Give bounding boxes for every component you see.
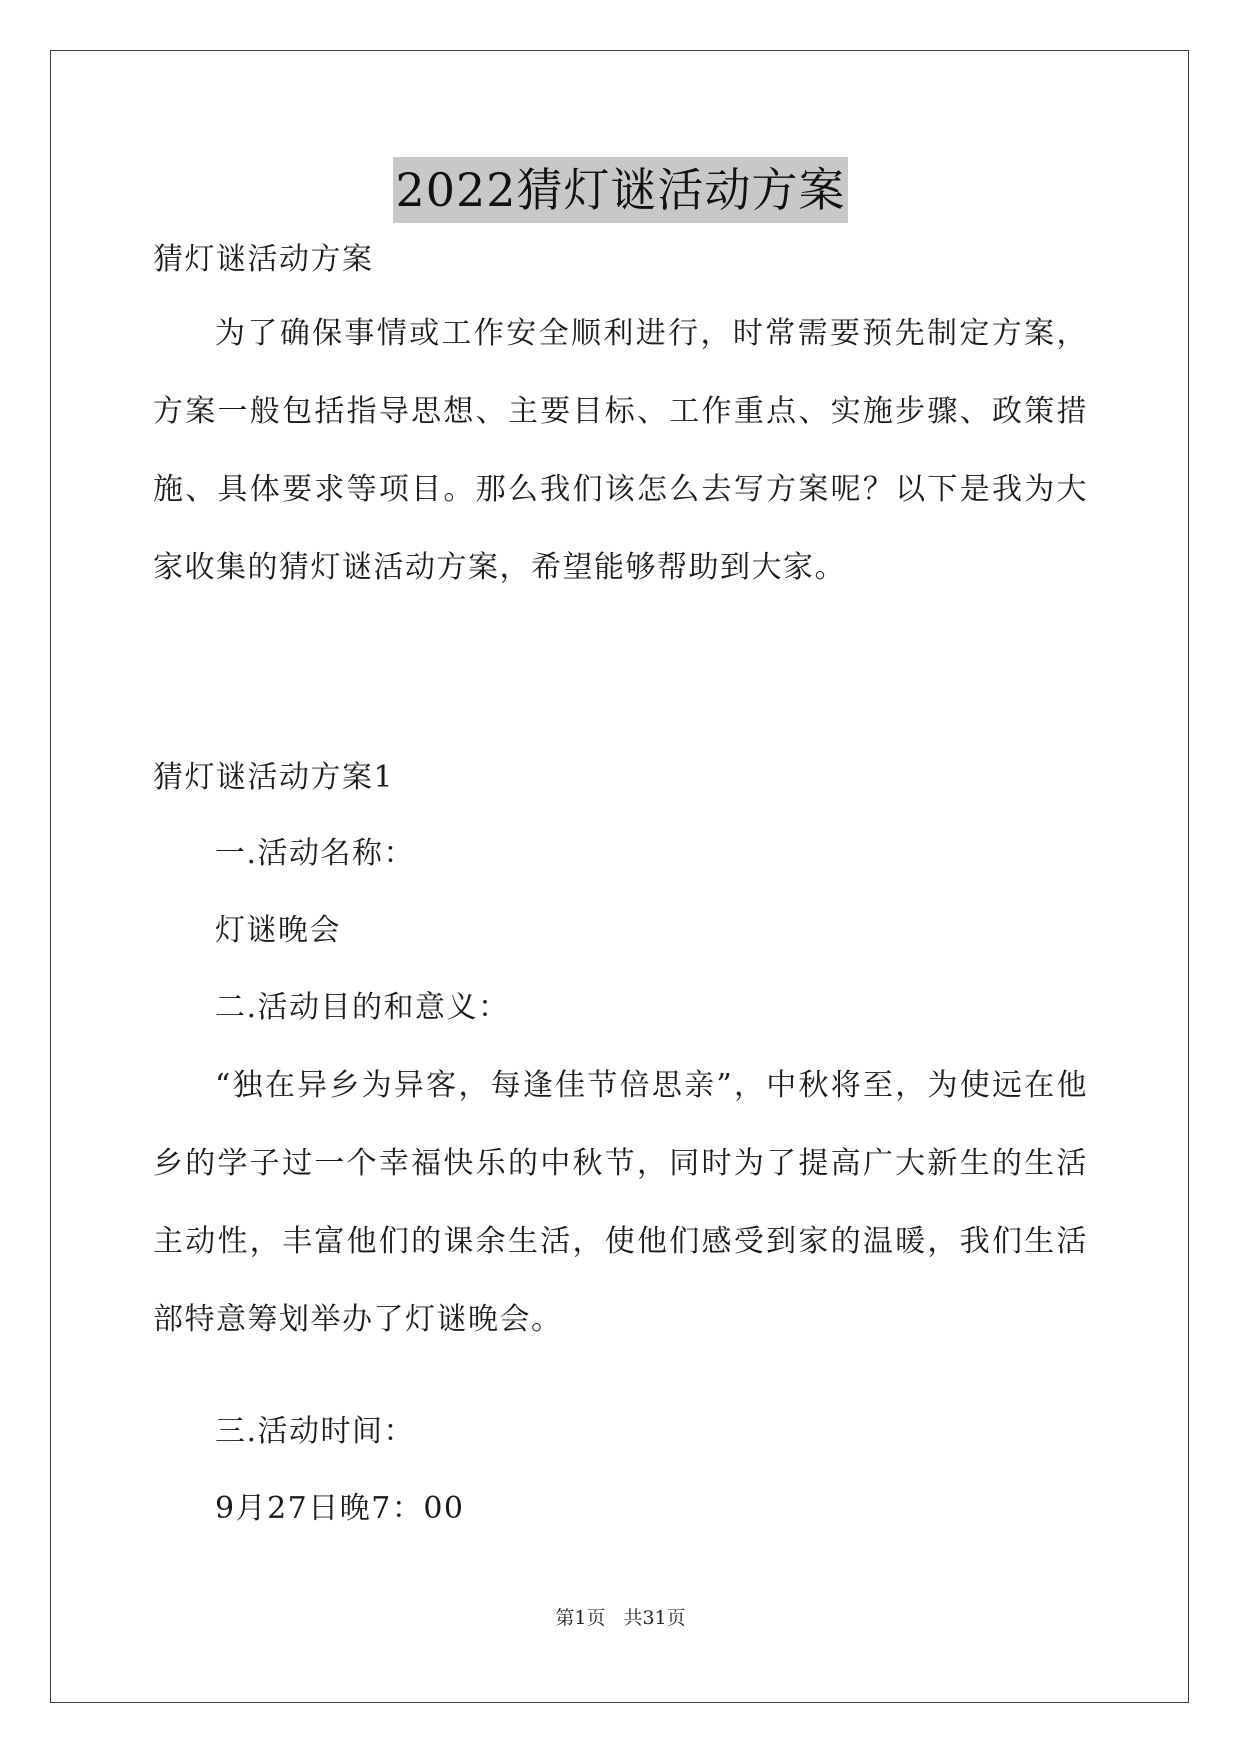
item3-label: 三.活动时间： [215,1414,416,1449]
page-footer [0,1604,1241,1632]
section-heading: 猜灯谜活动方案1 [153,760,395,795]
document-subtitle: 猜灯谜活动方案 [153,242,374,277]
page-number-current: 第1页 [555,1607,606,1629]
document-title-text: 2022猜灯谜活动方案 [393,157,847,223]
item2-label: 二.活动目的和意义： [215,990,510,1025]
item2-paragraph: “独在异乡为异客，每逢佳节倍思亲”，中秋将至，为使远在他乡的学子过一个幸福快乐的中秋节，同时为了提高广大新生的生活主动性，丰富他们的课余生活，使他们感受到家的温暖，我们生活部特意筹划举办了灯谜晚会。 [153,1068,1088,1337]
document-title [0,157,1241,223]
item1-label: 一.活动名称： [215,836,416,871]
page-number-total: 共31页 [623,1607,686,1629]
intro-paragraph: 为了确保事情或工作安全顺利进行，时常需要预先制定方案，方案一般包括指导思想、主要目标、工作重点、实施步骤、政策措施、具体要求等项目。那么我们该怎么去写方案呢？以下是我为大家收集的猜灯谜活动方案，希望能够帮助到大家。 [153,316,1088,585]
item3-value: 9月27日晚7：00 [215,1491,465,1526]
item1-value: 灯谜晚会 [215,913,341,948]
